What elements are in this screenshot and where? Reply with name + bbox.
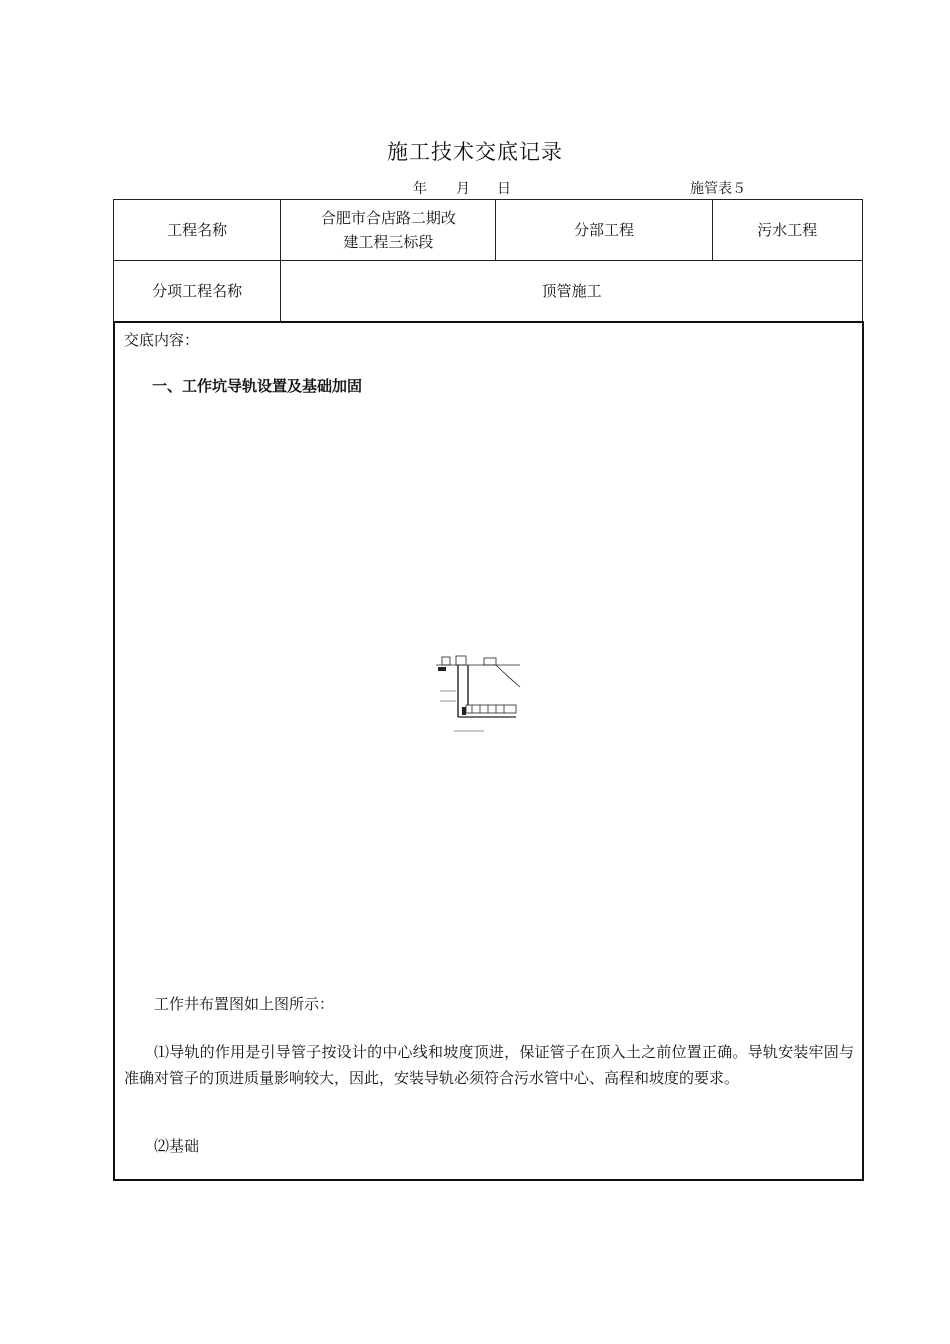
document-title: 施工技术交底记录 bbox=[387, 140, 563, 164]
working-pit-drawing bbox=[436, 655, 522, 737]
soil-hatch bbox=[438, 667, 446, 671]
project-info-table bbox=[113, 199, 863, 322]
project-name-line1: 合肥市合店路二期改 bbox=[320, 209, 456, 227]
equipment-block bbox=[442, 657, 450, 665]
division-value: 污水工程 bbox=[712, 200, 862, 261]
figure-caption: 工作井布置图如上图所示： bbox=[154, 995, 335, 1013]
subitem-label: 分项工程名称 bbox=[114, 261, 281, 322]
date-year-label: 年 bbox=[413, 181, 427, 197]
slope-line bbox=[496, 665, 520, 687]
project-name-value bbox=[281, 200, 496, 261]
equipment-block bbox=[484, 658, 496, 665]
paragraph-foundation: ⑵基础 bbox=[154, 1137, 200, 1155]
content-label: 交底内容： bbox=[124, 331, 200, 349]
subitem-value: 顶管施工 bbox=[281, 261, 863, 322]
form-number: 施管表５ bbox=[690, 181, 746, 197]
paragraph-guide-rail: ⑴导轨的作用是引导管子按设计的中心线和坡度顶进，保证管子在顶入土之前位置正确。导轨安装牢固与准确对管子的顶进质量影响较大，因此，安装导轨必须符合污水管中心、高程和坡度的要求。 bbox=[124, 1043, 854, 1087]
division-label: 分部工程 bbox=[496, 200, 712, 261]
project-name-label: 工程名称 bbox=[114, 200, 281, 261]
section-heading: 一、工作坑导轨设置及基础加固 bbox=[152, 377, 363, 395]
equipment-block bbox=[456, 656, 466, 665]
content-section bbox=[113, 321, 864, 1181]
pipe-section bbox=[466, 705, 516, 713]
date-month-label: 月 bbox=[456, 181, 470, 197]
project-name-line2: 建工程三标段 bbox=[343, 233, 434, 251]
jack-block bbox=[462, 707, 466, 715]
date-day-label: 日 bbox=[497, 181, 511, 197]
